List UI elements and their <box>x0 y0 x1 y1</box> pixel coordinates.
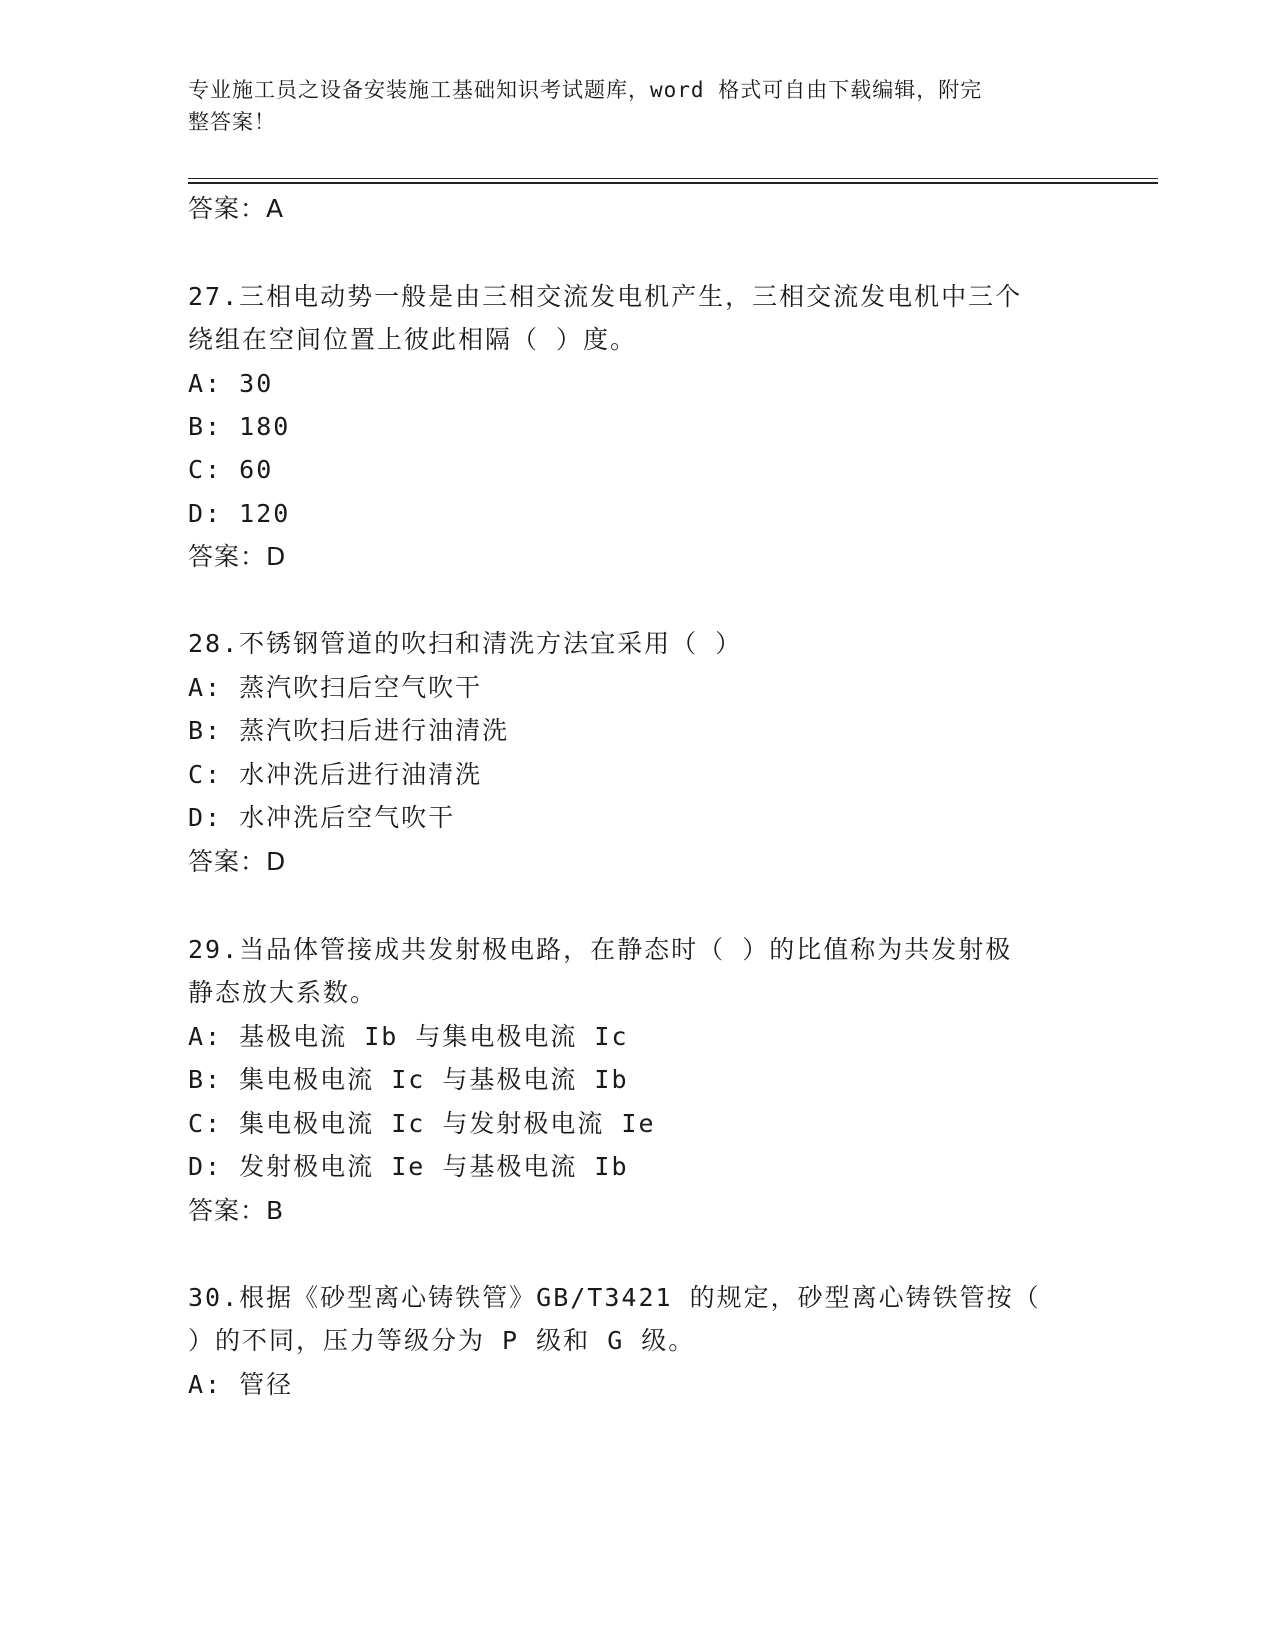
question-27-option-b: B: 180 <box>188 412 291 441</box>
header-line-1: 专业施工员之设备安装施工基础知识考试题库，word 格式可自由下载编辑，附完 <box>188 78 983 102</box>
question-28-option-a: A: 蒸汽吹扫后空气吹干 <box>188 673 483 702</box>
header-divider-thick <box>188 182 1158 184</box>
question-28-answer: 答案：D <box>188 847 287 876</box>
document-header <box>188 74 1088 138</box>
question-28-option-c: C: 水冲洗后进行油清洗 <box>188 760 483 789</box>
question-27-text-line-2: 绕组在空间位置上彼此相隔（ ）度。 <box>188 325 638 354</box>
question-29-option-c: C: 集电极电流 Ic 与发射极电流 Ie <box>188 1109 656 1138</box>
header-line-2: 整答案！ <box>188 110 276 134</box>
question-27-option-c: C: 60 <box>188 455 274 484</box>
question-30-option-a: A: 管径 <box>188 1370 294 1399</box>
question-27-option-d: D: 120 <box>188 499 291 528</box>
question-27-option-a: A: 30 <box>188 369 274 398</box>
previous-answer: 答案：A <box>188 194 285 223</box>
question-29-option-b: B: 集电极电流 Ic 与基极电流 Ib <box>188 1065 629 1094</box>
question-28-option-d: D: 水冲洗后空气吹干 <box>188 803 456 832</box>
question-29-answer: 答案：B <box>188 1196 285 1225</box>
question-29-option-a: A: 基极电流 Ib 与集电极电流 Ic <box>188 1022 629 1051</box>
question-27-text-line-1: 27.三相电动势一般是由三相交流发电机产生，三相交流发电机中三个 <box>188 282 1023 311</box>
question-29-text-line-1: 29.当品体管接成共发射极电路，在静态时（ ）的比值称为共发射极 <box>188 935 1013 964</box>
question-29-text-line-2: 静态放大系数。 <box>188 978 378 1007</box>
question-28-option-b: B: 蒸汽吹扫后进行油清洗 <box>188 716 510 745</box>
question-29-option-d: D: 发射极电流 Ie 与基极电流 Ib <box>188 1152 629 1181</box>
question-30-text-line-2: ）的不同，压力等级分为 P 级和 G 级。 <box>188 1326 696 1355</box>
question-30-text-line-1: 30.根据《砂型离心铸铁管》GB/T3421 的规定，砂型离心铸铁管按（ <box>188 1283 1041 1312</box>
question-28-text-line-1: 28.不锈钢管道的吹扫和清洗方法宜采用（ ） <box>188 629 743 658</box>
question-27-answer: 答案：D <box>188 542 287 571</box>
header-divider-thin <box>188 178 1158 179</box>
